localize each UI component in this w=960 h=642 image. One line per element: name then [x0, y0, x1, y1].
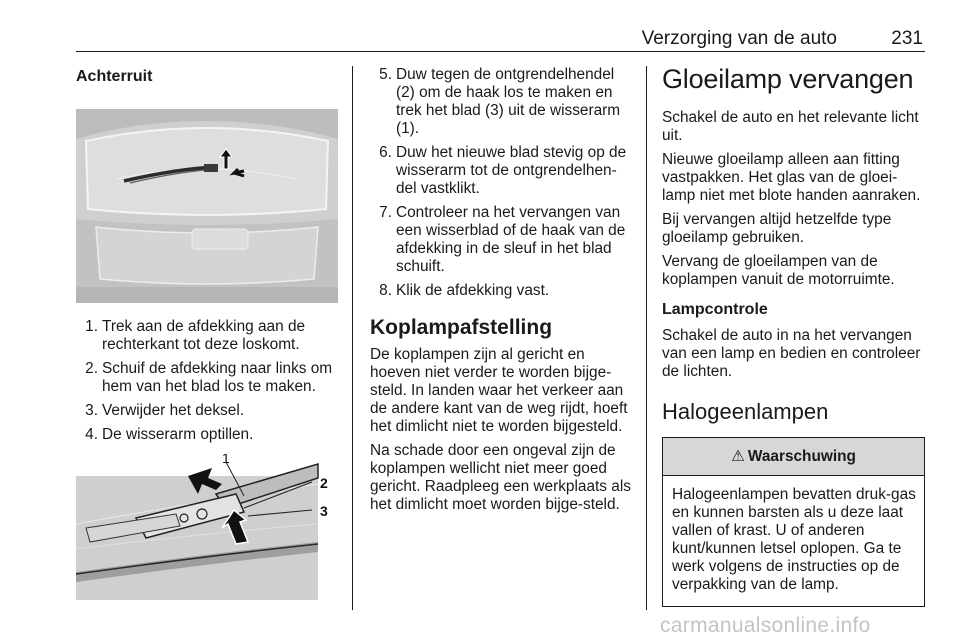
section-title-koplampafstelling: Koplampafstelling — [370, 316, 553, 339]
watermark: carmanualsonline.info — [660, 614, 871, 637]
list-item: 8. Klik de afdekking vast. — [379, 282, 550, 299]
warning-box — [662, 437, 925, 607]
paragraph: De koplampen zijn al gericht en hoeven niet verder te worden bijge-steld. In landen waar het verkeer aan de andere kant van de weg rijdt, hoeft het dimlicht niet te worden bijgesteld. — [370, 346, 628, 435]
wiper-arm-drawing — [76, 454, 338, 604]
list-item: 2. Schuif de afdekking naar links om hem van het blad los te maken. — [85, 360, 333, 395]
paragraph: Schakel de auto en het relevante licht uit. — [662, 109, 919, 144]
wiper-arm-illustration — [76, 454, 338, 604]
paragraph: Nieuwe gloeilamp alleen aan fitting vastpakken. Het glas van de gloei-lamp niet met blote handen aanraken. — [662, 151, 921, 204]
section-title-halogeenlampen: Halogeenlampen — [662, 399, 829, 424]
callout-label-2: 2 — [320, 475, 328, 491]
left-column — [76, 58, 338, 604]
warning-title: Waarschuwing — [747, 448, 856, 465]
paragraph: Bij vervangen altijd hetzelfde type gloeilamp gebruiken. — [662, 211, 892, 246]
list-item: 1. Trek aan de afdekking aan de rechterkant tot deze loskomt. — [85, 318, 306, 353]
callout-label-1: 1 — [222, 454, 230, 466]
callout-label-3: 3 — [320, 503, 328, 519]
chapter-title: Verzorging van de auto — [641, 28, 837, 49]
list-item: 6. Duw het nieuwe blad stevig op de wisserarm tot de ontgrendelhen-del vastklikt. — [379, 144, 627, 197]
paragraph: Na schade door een ongeval zijn de koplampen wellicht niet meer goed gericht. Raadpleeg een werkplaats als het dimlicht moet worden bijge-steld. — [370, 442, 631, 513]
right-column — [662, 64, 928, 607]
column-divider — [646, 66, 647, 610]
section-heading-achterruit: Achterruit — [76, 68, 153, 85]
section-title-gloeilamp-vervangen: Gloeilamp vervangen — [662, 64, 914, 94]
list-item: 4. De wisserarm optillen. — [85, 426, 254, 443]
steps-list-middle — [370, 66, 632, 300]
page-number: 231 — [891, 28, 923, 49]
list-item: 3. Verwijder het deksel. — [85, 402, 245, 419]
warning-header — [663, 438, 924, 476]
paragraph: Vervang de gloeilampen van de koplampen vanuit de motorruimte. — [662, 253, 895, 288]
list-item: 7. Controleer na het vervangen van een wisserblad of de haak van de afdekking in de sleuf in het blad schuift. — [379, 204, 626, 275]
column-divider — [352, 66, 353, 610]
middle-column — [370, 66, 632, 520]
rear-window-drawing — [76, 109, 338, 303]
steps-list-left — [76, 318, 338, 444]
list-item: 5. Duw tegen de ontgrendelhendel (2) om de haak los te maken en trek het blad (3) uit de wisserarm (1). — [379, 66, 621, 137]
rear-window-illustration — [76, 109, 338, 303]
warning-text: Halogeenlampen bevatten druk-gas en kunnen barsten als u deze laat vallen of krast. U of anderen kunt/kunnen letsel oplopen. Ga te werk volgens de instructies op de verpakking van de lamp. — [672, 486, 916, 593]
paragraph: Schakel de auto in na het vervangen van een lamp en bedien en controleer de lichten. — [662, 327, 921, 380]
subtitle-lampcontrole: Lampcontrole — [662, 301, 768, 318]
warning-triangle-icon: ⚠ — [731, 448, 745, 465]
page-header — [76, 26, 925, 52]
